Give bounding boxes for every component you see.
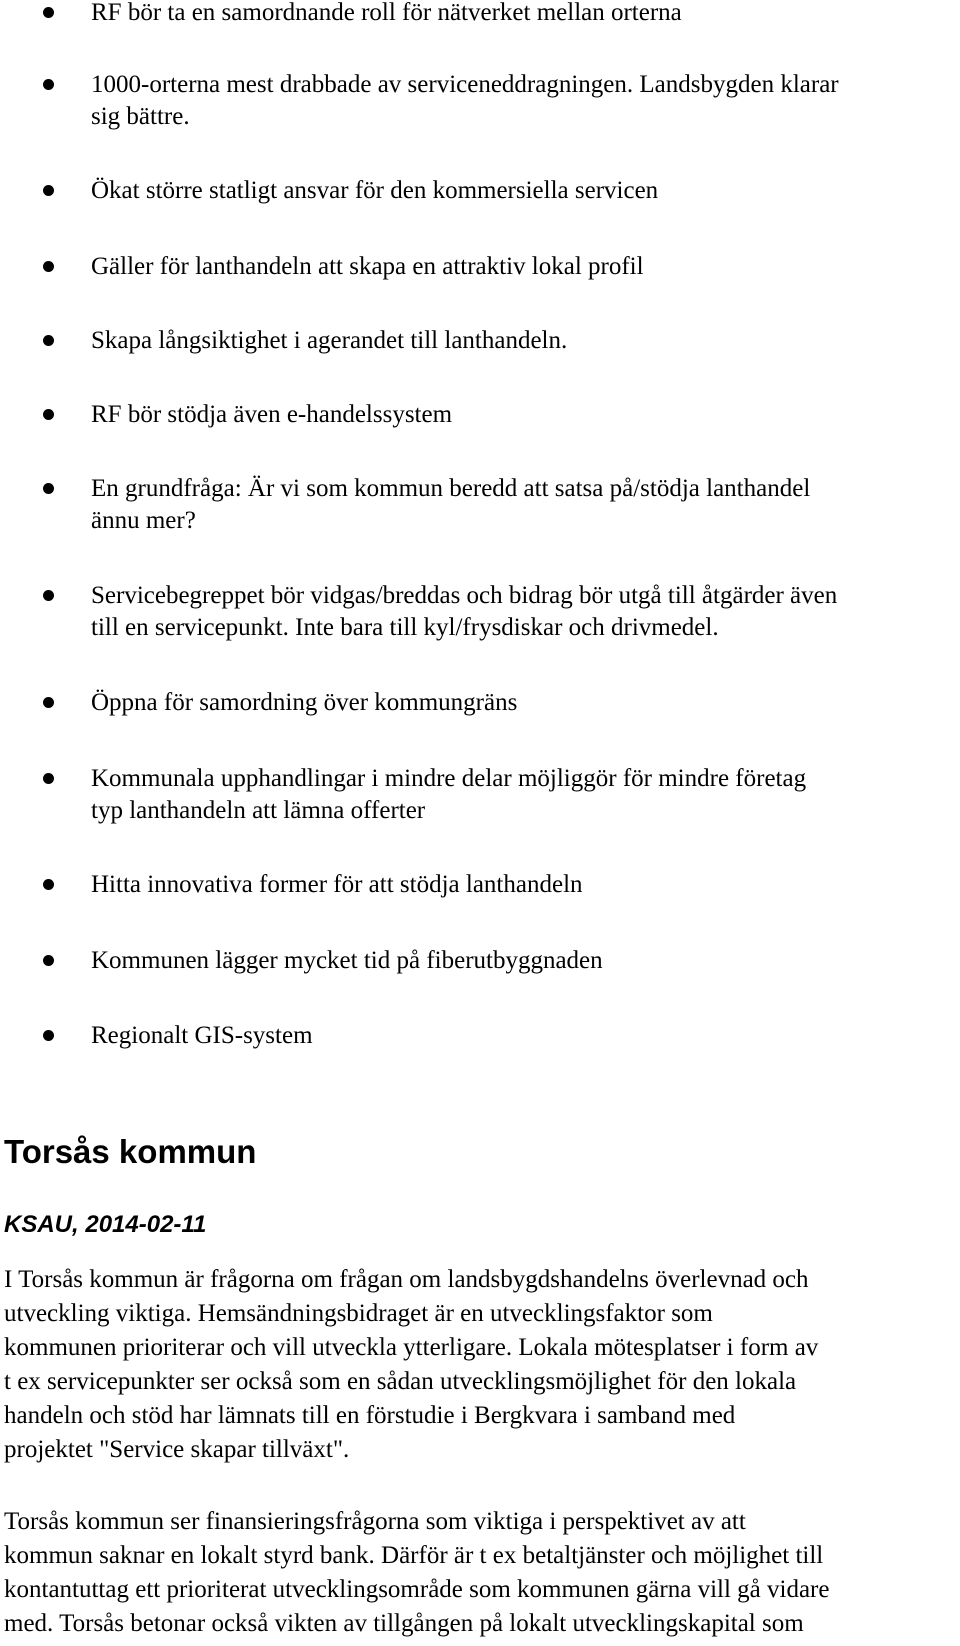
bullet-icon xyxy=(43,185,54,196)
list-item-text: Gäller för lanthandeln att skapa en attraktiv lokal profil xyxy=(91,253,644,280)
list-item-text: Ökat större statligt ansvar för den kommersiella servicen xyxy=(91,177,659,204)
list-item-text: Skapa långsiktighet i agerandet till lanthandeln. xyxy=(91,327,568,354)
bullet-icon xyxy=(43,483,54,494)
list-item-text: Hitta innovativa former för att stödja lanthandeln xyxy=(91,871,583,898)
bullet-icon xyxy=(43,955,54,966)
list-item-text: Öppna för samordning över kommungräns xyxy=(91,689,518,716)
list-item-text: Kommunala upphandlingar i mindre delar möjliggör för mindre företag typ lanthandeln att lämna offerter xyxy=(91,765,807,824)
bullet-icon xyxy=(43,79,54,90)
bullet-icon xyxy=(43,697,54,708)
list-item-text: En grundfråga: Är vi som kommun beredd att satsa på/stödja lanthandel ännu mer? xyxy=(91,475,811,534)
list-item-text: Servicebegreppet bör vidgas/breddas och bidrag bör utgå till åtgärder även till en servicepunkt. Inte bara till kyl/frysdiskar och drivmedel. xyxy=(91,582,838,641)
section-title: Torsås kommun xyxy=(4,1133,257,1170)
bullet-icon xyxy=(43,7,54,18)
paragraph: I Torsås kommun är frågorna om frågan om landsbygdshandelns överlevnad och utveckling viktiga. Hemsändningsbidraget är en utvecklingsfaktor som kommunen prioriterar och vill utveckla ytterligare. Lokala mötesplatser i form av t ex servicepunkter ser också som en sådan utvecklingsmöjlighet för den lokala handeln och stöd har lämnats till en förstudie i Bergkvara i samband med projektet "Service skapar tillväxt". xyxy=(4,1266,819,1463)
list-item-text: Kommunen lägger mycket tid på fiberutbyggnaden xyxy=(91,947,603,974)
bullet-icon xyxy=(43,879,54,890)
bullet-icon xyxy=(43,590,54,601)
bullet-icon xyxy=(43,1030,54,1041)
list-item-text: RF bör ta en samordnande roll för nätverket mellan orterna xyxy=(91,0,682,26)
list-item-text: 1000-orterna mest drabbade av serviceneddragningen. Landsbygden klarar sig bättre. xyxy=(91,71,839,130)
bullet-icon xyxy=(43,773,54,784)
bullet-icon xyxy=(43,261,54,272)
section-subtitle: KSAU, 2014-02-11 xyxy=(4,1211,207,1238)
paragraph: Torsås kommun ser finansieringsfrågorna som viktiga i perspektivet av att kommun saknar en lokalt styrd bank. Därför är t ex betaltjänster och möjlighet till kontantuttag ett prioriterat utvecklingsområde som kommunen gärna vill gå vidare med. Torsås betonar också vikten av tillgången på lokalt utvecklingskapital som xyxy=(4,1508,830,1637)
bullet-icon xyxy=(43,335,54,346)
list-item-text: Regionalt GIS-system xyxy=(91,1022,313,1049)
bullet-icon xyxy=(43,409,54,420)
list-item-text: RF bör stödja även e-handelssystem xyxy=(91,401,453,428)
